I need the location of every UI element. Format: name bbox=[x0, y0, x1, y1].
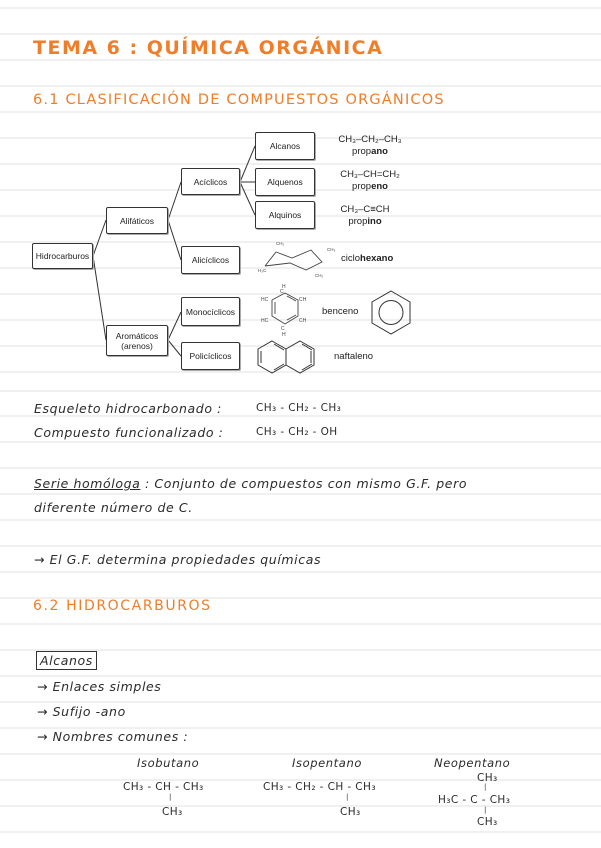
node-hidrocarburos: Hidrocarburos bbox=[32, 243, 93, 269]
svg-text:CH₃: CH₃ bbox=[327, 247, 336, 252]
page-title: TEMA 6 : QUÍMICA ORGÁNICA bbox=[33, 37, 384, 59]
neopentano-top: CH₃ bbox=[477, 772, 498, 784]
propeno-suffix: eno bbox=[371, 181, 388, 192]
propino-suffix: ino bbox=[367, 216, 382, 227]
svg-text:C: C bbox=[281, 326, 285, 332]
benzene-structure-kekule bbox=[272, 293, 298, 324]
ciclohexano-label bbox=[341, 253, 393, 264]
svg-text:C: C bbox=[280, 289, 284, 295]
propino-formula bbox=[325, 204, 405, 228]
svg-text:CH: CH bbox=[299, 297, 307, 303]
node-alcanos: Alcanos bbox=[255, 132, 315, 160]
ciclohexano-suffix: hexano bbox=[360, 253, 394, 264]
svg-text:CH₂: CH₂ bbox=[315, 273, 324, 278]
node-aromaticos bbox=[106, 325, 168, 356]
neopentano-name: Neopentano bbox=[434, 756, 511, 770]
neopentano-bottom: CH₃ bbox=[477, 816, 498, 828]
tree-connectors bbox=[0, 0, 601, 400]
section-heading-6-1: 6.1 CLASIFICACIÓN DE COMPUESTOS ORGÁNICOS bbox=[33, 92, 445, 108]
svg-text:H₃C: H₃C bbox=[258, 268, 267, 273]
propeno-condensed: CH₃–CH=CH₂ bbox=[340, 169, 400, 180]
gf-note: → El G.F. determina propiedades químicas bbox=[34, 552, 322, 567]
node-aromaticos-line1: Aromáticos bbox=[115, 330, 159, 341]
svg-text:HC: HC bbox=[261, 297, 269, 303]
benzene-icon bbox=[372, 291, 410, 334]
propano-condensed: CH₃–CH₂–CH₃ bbox=[338, 134, 402, 145]
esqueleto-formula: CH₃ - CH₂ - CH₃ bbox=[256, 402, 342, 414]
svg-text:CH₂: CH₂ bbox=[276, 241, 285, 246]
isobutano-chain: CH₃ - CH - CH₃ bbox=[123, 781, 204, 793]
node-alifaticos: Alifáticos bbox=[106, 207, 168, 234]
isobutano-bond: | bbox=[169, 793, 172, 801]
svg-text:H: H bbox=[282, 284, 286, 290]
naphthalene-icon bbox=[258, 341, 314, 373]
svg-text:H: H bbox=[282, 332, 286, 338]
isopentano-chain: CH₃ - CH₂ - CH - CH₃ bbox=[263, 781, 376, 793]
naftaleno-label: naftaleno bbox=[334, 351, 374, 362]
alcanos-box: Alcanos bbox=[36, 651, 97, 670]
propeno-name bbox=[330, 181, 410, 193]
serie-homologa-def: : Conjunto de compuestos con mismo G.F. pero bbox=[145, 476, 468, 491]
bullet-enlaces: → Enlaces simples bbox=[37, 679, 162, 694]
node-alquenos: Alquenos bbox=[255, 168, 315, 196]
node-aciclicos: Acíclicos bbox=[181, 168, 240, 195]
section-heading-6-2: 6.2 HIDROCARBUROS bbox=[33, 598, 212, 614]
esqueleto-label: Esqueleto hidrocarbonado : bbox=[34, 401, 222, 416]
node-alquinos: Alquinos bbox=[255, 201, 315, 229]
propano-name bbox=[330, 146, 410, 158]
propano-formula bbox=[330, 134, 410, 158]
isopentano-branch: CH₃ bbox=[340, 806, 361, 818]
propino-root: prop bbox=[348, 216, 368, 227]
serie-homologa-term: Serie homóloga bbox=[34, 476, 141, 491]
funcionalizado-label: Compuesto funcionalizado : bbox=[34, 425, 224, 440]
serie-homologa-def-2: diferente número de C. bbox=[34, 500, 193, 515]
propano-root: prop bbox=[352, 146, 372, 157]
svg-text:CH: CH bbox=[299, 318, 307, 324]
svg-text:HC: HC bbox=[261, 318, 269, 324]
node-aromaticos-line2: (arenos) bbox=[121, 340, 153, 351]
bullet-sufijo: → Sufijo -ano bbox=[37, 704, 126, 719]
isopentano-name: Isopentano bbox=[292, 756, 362, 770]
node-aliciclicos: Alicíclicos bbox=[181, 246, 240, 274]
propino-condensed: CH₃–C≡CH bbox=[340, 204, 390, 215]
funcionalizado-formula: CH₃ - CH₂ - OH bbox=[256, 426, 338, 438]
bullet-nombres: → Nombres comunes : bbox=[37, 729, 189, 744]
propeno-formula bbox=[330, 169, 410, 193]
propino-name bbox=[325, 216, 405, 228]
propano-suffix: ano bbox=[371, 146, 388, 157]
serie-homologa bbox=[34, 476, 467, 491]
node-monociclicos: Monocíclicos bbox=[181, 297, 240, 326]
node-policiclicos: Policíclicos bbox=[181, 342, 240, 370]
isobutano-branch: CH₃ bbox=[162, 806, 183, 818]
ciclohexano-root: ciclo bbox=[341, 253, 361, 264]
benceno-label: benceno bbox=[322, 306, 359, 317]
isopentano-bond: | bbox=[346, 793, 349, 801]
neopentano-chain: H₃C - C - CH₃ bbox=[438, 794, 511, 806]
neopentano-bond-bottom: | bbox=[484, 806, 487, 814]
isobutano-name: Isobutano bbox=[137, 756, 200, 770]
neopentano-bond-top: | bbox=[484, 783, 487, 791]
cyclohexane-structure bbox=[265, 250, 322, 270]
propeno-root: prop bbox=[352, 181, 372, 192]
